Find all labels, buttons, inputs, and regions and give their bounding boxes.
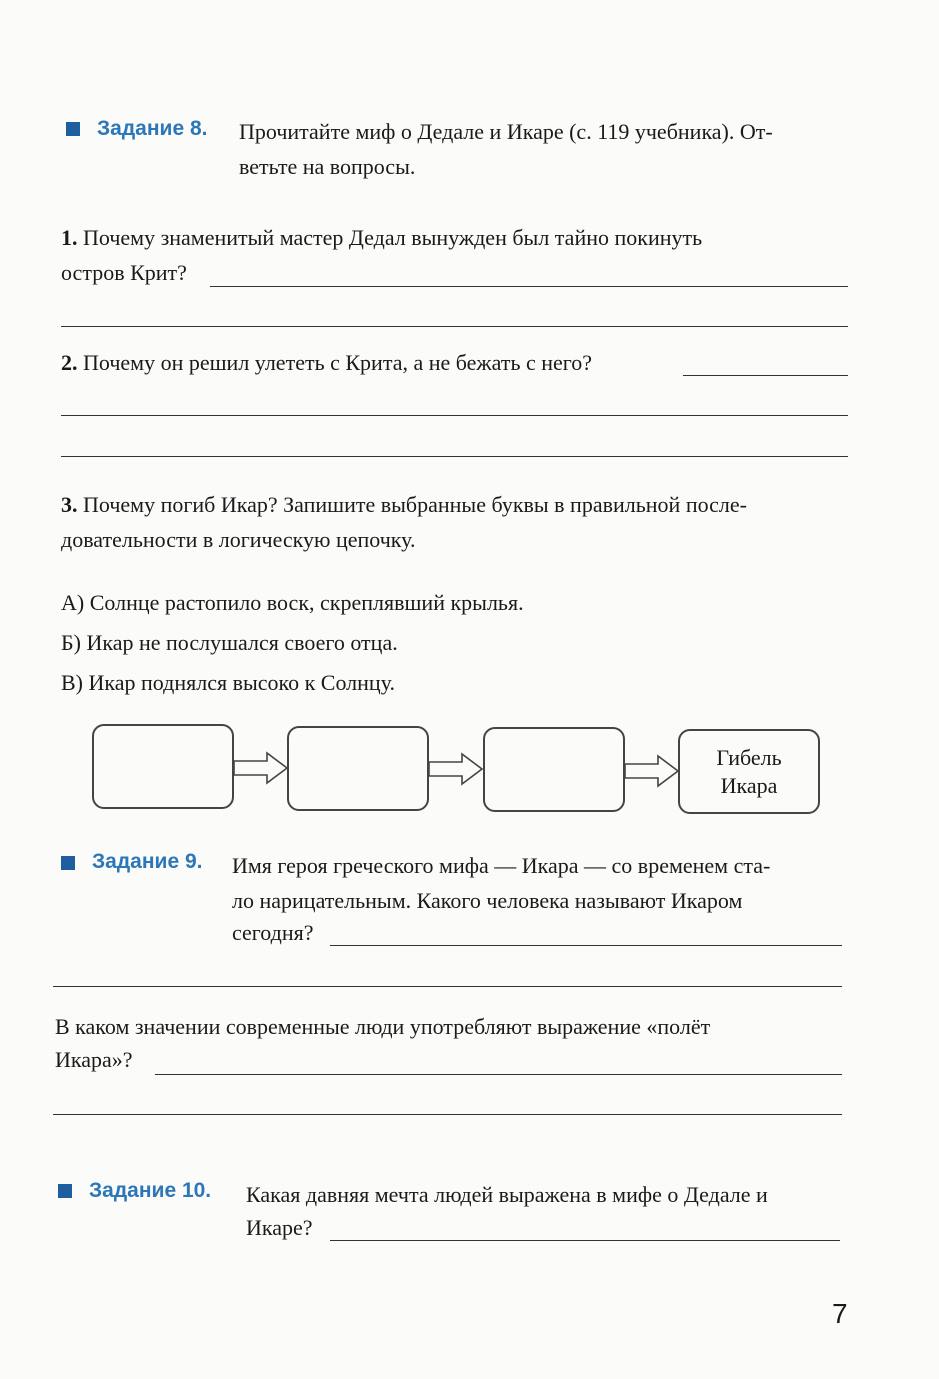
chain-arrow-icon bbox=[233, 750, 289, 786]
task9-answer-line-4[interactable] bbox=[53, 1114, 842, 1115]
page-number: 7 bbox=[832, 1298, 848, 1329]
task10-line1: Какая давняя мечта людей выражена в мифе о Дедале и bbox=[246, 1182, 768, 1207]
q3-line1 bbox=[61, 492, 747, 518]
task9-question-line1: В каком значении современные люди употребляют выражение «полёт bbox=[55, 1014, 711, 1039]
q3-text: Почему погиб Икар? Запишите выбранные буквы в правильной после- bbox=[83, 492, 747, 517]
q2-text: Почему он решил улететь с Крита, а не бежать с него? bbox=[83, 350, 593, 375]
chain-final-line1: Гибель bbox=[716, 744, 782, 770]
option-c: В) Икар поднялся высоко к Солнцу. bbox=[61, 670, 395, 695]
task10-answer-line[interactable] bbox=[330, 1240, 840, 1241]
chain-final-line2: Икара bbox=[720, 772, 778, 798]
q1-line1 bbox=[61, 225, 857, 251]
task9-line2 bbox=[232, 888, 852, 914]
chain-arrow-icon bbox=[428, 751, 484, 787]
task9-answer-line-1[interactable] bbox=[330, 945, 842, 946]
q2-answer-line-3[interactable] bbox=[61, 456, 848, 457]
task9-label: Задание 9. bbox=[92, 850, 203, 873]
task9-bullet bbox=[61, 856, 75, 870]
task10-bullet bbox=[58, 1184, 72, 1198]
q1-text: Почему знаменитый мастер Дедал вынужден был тайно покинуть bbox=[83, 225, 703, 250]
task9-line2-text: ло нарицательным. Какого человека называют Икаром bbox=[232, 888, 743, 913]
task8-label: Задание 8. bbox=[97, 117, 208, 140]
chain-box-1[interactable] bbox=[92, 724, 234, 809]
chain-box-3[interactable] bbox=[483, 727, 625, 812]
task9-answer-line-2[interactable] bbox=[53, 986, 842, 987]
q2-answer-line-1[interactable] bbox=[683, 375, 848, 376]
chain-box-final bbox=[678, 729, 820, 814]
q2-answer-line-2[interactable] bbox=[61, 415, 848, 416]
task9-answer-line-3[interactable] bbox=[155, 1074, 842, 1075]
option-b: Б) Икар не послушался своего отца. bbox=[61, 630, 398, 655]
q1-number: 1. bbox=[61, 225, 78, 250]
task10-label: Задание 10. bbox=[89, 1179, 212, 1202]
task9-line3: сегодня? bbox=[232, 920, 314, 945]
task9-question-line2: Икара»? bbox=[55, 1047, 133, 1072]
q1-line2: остров Крит? bbox=[61, 260, 187, 285]
q3-line2: довательности в логическую цепочку. bbox=[61, 527, 416, 552]
option-a: А) Солнце растопило воск, скреплявший крылья. bbox=[61, 590, 524, 615]
chain-arrow-icon bbox=[624, 753, 680, 789]
q1-answer-line-2[interactable] bbox=[61, 326, 848, 327]
chain-box-2[interactable] bbox=[287, 726, 429, 811]
q1-answer-line-1[interactable] bbox=[210, 286, 848, 287]
q2-line bbox=[61, 350, 592, 376]
task8-intro-line2: ветьте на вопросы. bbox=[239, 154, 416, 179]
q2-number: 2. bbox=[61, 350, 78, 375]
task8-intro-line1: Прочитайте миф о Дедале и Икаре (с. 119 учебника). От- bbox=[239, 119, 773, 144]
task8-bullet bbox=[66, 122, 80, 136]
q3-number: 3. bbox=[61, 492, 78, 517]
task10-line2: Икаре? bbox=[246, 1215, 313, 1240]
task9-line1: Имя героя греческого мифа — Икара — со временем ста- bbox=[232, 853, 771, 878]
